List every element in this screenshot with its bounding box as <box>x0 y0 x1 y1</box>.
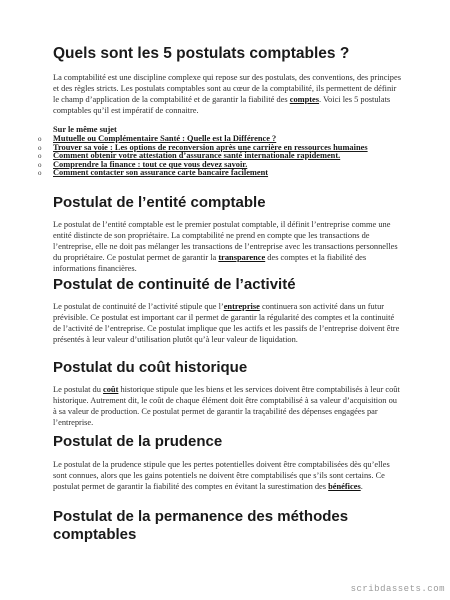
section-heading-prudence: Postulat de la prudence <box>53 433 223 450</box>
keyword-link-benefices[interactable]: bénéfices <box>328 481 361 491</box>
related-link[interactable]: Comment contacter son assurance carte bancaire facilement <box>53 168 269 178</box>
related-link[interactable]: Mutuelle ou Complémentaire Santé : Quelle est la Différence ? <box>53 134 277 143</box>
keyword-link-comptes[interactable]: comptes <box>289 94 320 104</box>
keyword-link-entreprise[interactable]: entreprise <box>223 302 260 311</box>
related-link[interactable]: Comment obtenir votre attestation d’assurance santé internationale rapidement. <box>53 151 341 161</box>
bullet-icon: o <box>38 152 42 161</box>
section-paragraph-entite <box>53 220 401 275</box>
page-title: Quels sont les 5 postulats comptables ? <box>53 45 350 62</box>
intro-text-end: . Voici les 5 postulats comptables qu’il est impératif de connaitre. <box>53 94 391 115</box>
paragraph-text: Le postulat de la prudence stipule que les pertes potentielles doivent être comptabilisées dès qu’elles sont connues, alors que les gains potentiels ne doivent être comptabilisés que s’ils sont certains. Ce postulat permet de garantir la fiabilité des comptes en évitant la surestimation des <box>53 460 390 491</box>
paragraph-text-end: continuera son activité dans un futur prévisible. Ce postulat est important car il permet de garantir la régularité des comptes et la continuité de l’activité de l’entreprise. Ce postulat implique que les actifs et les passifs de l’entreprise doivent être présentés à leur valeur d’utilisation plutôt qu’à leur valeur de liquidation. <box>53 302 400 344</box>
keyword-link-cout[interactable]: coût <box>103 385 119 394</box>
related-link[interactable]: Comprendre la finance : tout ce que vous devez savoir. <box>53 159 248 169</box>
paragraph-text-end: . <box>360 481 363 491</box>
section-paragraph-prudence <box>53 460 401 493</box>
paragraph-text: Le postulat de continuité de l’activité stipule que l’ <box>53 302 224 311</box>
section-paragraph-cout <box>53 385 401 429</box>
section-heading-permanence: Postulat de la permanence des méthodes comptables <box>53 508 349 543</box>
intro-paragraph <box>53 73 401 117</box>
paragraph-text: Le postulat du <box>53 385 104 394</box>
section-paragraph-continuite <box>53 302 401 346</box>
watermark: scribdassets.com <box>350 584 445 594</box>
list-item <box>38 169 398 178</box>
section-heading-continuite: Postulat de continuité de l’activité <box>53 276 296 293</box>
bullet-icon: o <box>38 169 42 178</box>
paragraph-text: Le postulat de l’entité comptable est le premier postulat comptable, il définit l’entreprise comme une entité distincte de son propriétaire. La comptabilité ne prend en compte que les transactions de l’entreprise, elle ne doit pas mélanger les transactions de l’entreprise avec les transactions personnelles du propriétaire. Ce postulat permet de garantir la <box>53 220 398 262</box>
section-heading-entite: Postulat de l’entité comptable <box>53 194 266 211</box>
bullet-icon: o <box>38 160 42 169</box>
paragraph-text-end: des comptes et la fiabilité des informations financières. <box>53 252 367 273</box>
keyword-link-transparence[interactable]: transparence <box>218 252 266 262</box>
intro-text: La comptabilité est une discipline complexe qui repose sur des postulats, des conventions, des principes et des règles stricts. Les postulats comptables sont au cœur de la comptabilité, ils permettent de définir le champ d’application de la comptabilité et de garantir la fiabilité des <box>53 73 401 104</box>
paragraph-text-end: historique stipule que les biens et les services doivent être comptabilisés à leur coût historique. Autrement dit, le coût de chaque élément doit être comptabilisé à sa valeur d’acquisition ou à sa valeur de production. Ce postulat permet de garantir la traçabilité des dépenses engagées par l’entreprise. <box>53 385 400 427</box>
related-link[interactable]: Trouver sa voie : Les options de reconversion après une carrière en ressources humaines <box>53 142 368 152</box>
bullet-icon: o <box>38 135 42 143</box>
related-list <box>38 135 398 178</box>
related-title: Sur le même sujet <box>53 125 117 134</box>
section-heading-cout: Postulat du coût historique <box>53 359 248 376</box>
bullet-icon: o <box>38 143 42 152</box>
